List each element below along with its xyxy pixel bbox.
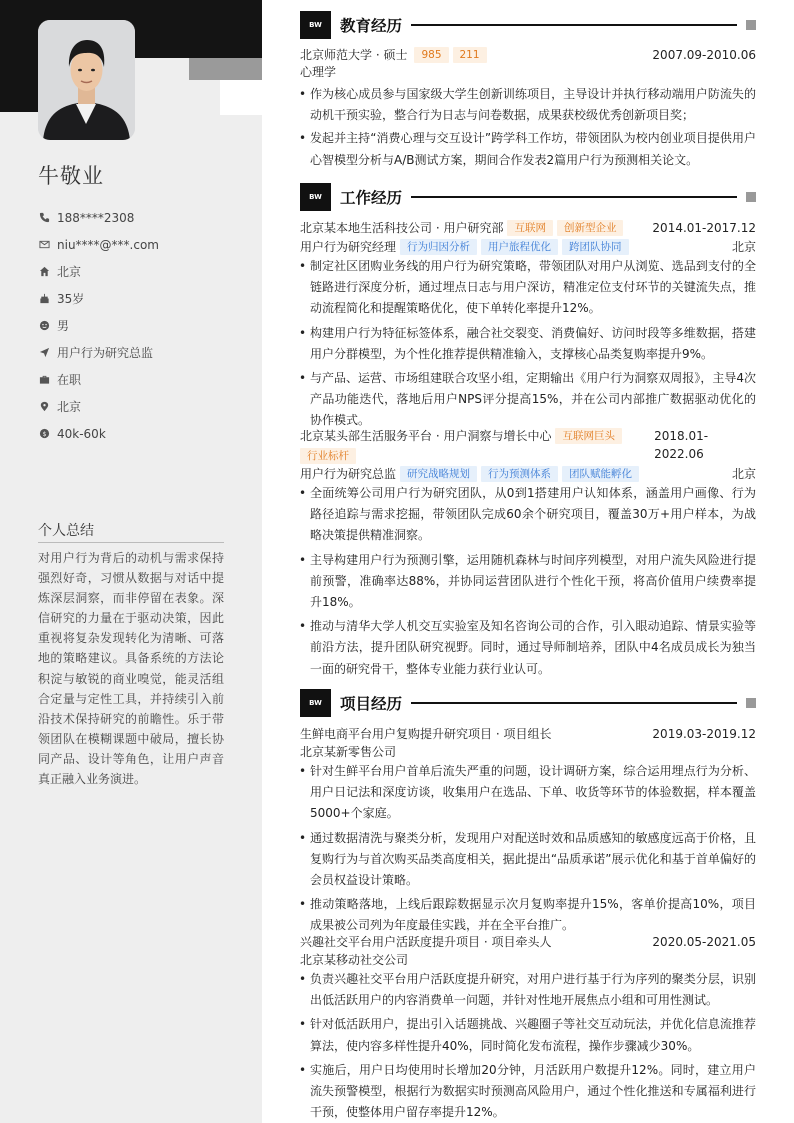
section-divider [411,24,737,26]
project-item-2 [300,933,756,1123]
project-date: 2019.03-2019.12 [652,727,756,741]
work-bullet: • 与产品、运营、市场组建联合攻坚小组，定期输出《用户行为洞察双周报》，主导4次产品功能迭代，落地后用户NPS评分提高15%，并在公司内部推广数据驱动优化的协作模式。 [300,368,756,432]
education-tag: 211 [453,47,487,63]
work-city: 北京 [731,240,756,254]
education-bullet: • 发起并主持“消费心理与交互设计”跨学科工作坊，带领团队为校内创业项目提供用户心智模型分析与A/B测试方案，期间合作发表2篇用户行为预测相关论文。 [300,128,756,170]
project-name: 兴趣社交平台用户活跃度提升项目 · 项目牵头人 [300,935,552,949]
briefcase-icon [38,374,50,386]
education-bullet: • 作为核心成员参与国家级大学生创新训练项目，主导设计并执行移动端用户防流失的动机干预实验，整合行为日志与问卷数据，成果获校级优秀创新项目奖； [300,84,756,126]
salary-row [38,420,159,447]
user-face-icon [38,320,50,332]
summary-title: 个人总结 [38,520,224,543]
education-block [300,46,756,171]
job-title: 用户行为研究经理 [300,240,397,254]
project-org: 北京某移动社交公司 [300,953,409,967]
skill-tag: 跨团队协同 [562,239,629,255]
position-text: 用户行为研究总监 [57,346,154,360]
project-bullet: • 负责兴趣社交平台用户活跃度提升研究，对用户进行基于行为序列的聚类分层，识别出低活跃用户的内容消费单一问题，并针对性地开展焦点小组和可用性测试。 [300,969,756,1011]
sidebar [0,0,262,1123]
project-bullet: • 针对低活跃用户，提出引入话题挑战、兴趣圈子等社交互动玩法，并优化信息流推荐算法，使内容多样性提升40%，同时简化发布流程，操作步骤减少30%。 [300,1014,756,1056]
summary-text: 对用户行为背后的动机与需求保持强烈好奇，习惯从数据与对话中提炼深层洞察，而非停留在表象。深信研究的力量在于驱动决策，因此重视将复杂发现转化为清晰、可落地的策略建议。具备系统的方法论积淀与敏锐的商业嗅觉，能灵活组合定量与定性工具，并持续引入前沿技术保持研究的前瞻性。乐于带领团队在模糊课题中破局，擅长协同产品、设计等角色，让用户声音真正融入业务演进。 [38,551,224,787]
education-major: 心理学 [300,65,337,79]
home-icon [38,266,50,278]
work-bullet: • 推动与清华大学人机交互实验室及知名咨询公司的合作，引入眼动追踪、情景实验等前沿方法，提升团队研究视野。同时，通过导师制培养，团队中4名成员成长为独当一面的研究骨干，整体专业能力获行业认可。 [300,616,756,680]
work-bullet: • 全面统筹公司用户行为研究团队，从0到1搭建用户认知体系，涵盖用户画像、行为路径追踪与需求挖掘，带领团队完成60余个研究项目，覆盖30万+用户样本，为战略决策提供精准洞察。 [300,483,756,547]
sidebar-gray-accent [189,58,262,80]
skill-tag: 研究战略规划 [400,466,477,482]
project-date: 2020.05-2021.05 [652,935,756,949]
section-logo: BW [300,11,331,39]
mail-icon [38,239,50,251]
skill-tag: 行为归因分析 [400,239,477,255]
age-row [38,285,159,312]
gender-row [38,312,159,339]
phone-row [38,204,159,231]
sidebar-dark-band-left [0,58,38,112]
work-date: 2018.01-2022.06 [654,429,709,461]
company-tag: 行业标杆 [300,448,356,464]
coin-icon [38,428,50,440]
skill-tag: 用户旅程优化 [481,239,558,255]
skill-tag: 团队赋能孵化 [562,466,639,482]
status-row [38,366,159,393]
cake-icon [38,293,50,305]
school-name: 北京师范大学 · 硕士 [300,48,408,62]
work-bullet: • 主导构建用户行为预测引擎，运用随机森林与时间序列模型，对用户流失风险进行提前预警，准确率达88%，并协同运营团队进行个性化干预，将高价值用户续费率提升18%。 [300,550,756,614]
avatar [38,20,135,140]
work-section-header [300,183,756,211]
age-text: 35岁 [57,292,85,306]
company-tag: 互联网巨头 [555,428,622,444]
sidebar-white-accent [220,80,262,115]
email-row [38,231,159,258]
section-divider [411,196,737,198]
project-section-header [300,689,756,717]
section-divider [411,702,737,704]
city-row [38,393,159,420]
project-title: 项目经历 [340,695,403,713]
project-org: 北京某新零售公司 [300,745,397,759]
company-name: 北京某头部生活服务平台 · 用户洞察与增长中心 [300,429,552,443]
skill-tag: 行为预测体系 [481,466,558,482]
project-bullet: • 针对生鲜平台用户首单后流失严重的问题，设计调研方案，综合运用埋点行为分析、用户日记法和深度访谈，收集用户在选品、下单、收货等环节的体验数据，样本覆盖5000+个家庭。 [300,761,756,825]
section-square-marker [746,698,756,708]
svg-text:$: $ [41,429,47,438]
salary-text: 40k-60k [57,426,106,441]
project-item-1 [300,725,756,937]
city-text: 北京 [57,400,82,414]
work-date: 2014.01-2017.12 [652,221,756,235]
education-section-header [300,11,756,39]
position-row [38,339,159,366]
education-date: 2007.09-2010.06 [652,48,756,62]
work-item-2 [300,427,756,680]
send-icon [38,347,50,359]
work-item-1 [300,219,756,432]
education-tag: 985 [414,47,448,63]
work-city: 北京 [731,467,756,481]
work-bullet: • 制定社区团购业务线的用户行为研究策略，带领团队对用户从浏览、选品到支付的全链路进行深度分析，通过埋点日志与用户深访，精准定位支付环节的关键流失点，推动流程简化和提醒策略优化，使下单转化率提升12%。 [300,256,756,320]
status-text: 在职 [57,373,82,387]
gender-text: 男 [57,319,70,333]
contact-info [38,204,159,447]
company-name: 北京某本地生活科技公司 · 用户研究部 [300,221,504,235]
project-bullet: • 通过数据清洗与聚类分析，发现用户对配送时效和品质感知的敏感度远高于价格，且复购行为与首次购买品类高度相关，据此提出“品质承诺”展示优化和基于首单偏好的会员权益设计策略。 [300,828,756,892]
company-tag: 创新型企业 [557,220,624,236]
education-title: 教育经历 [340,17,403,35]
project-name: 生鲜电商平台用户复购提升研究项目 · 项目组长 [300,727,552,741]
project-bullet: • 推动策略落地，上线后跟踪数据显示次月复购率提升15%，客单价提高10%，项目成果被公司列为年度最佳实践，并在全平台推广。 [300,894,756,936]
map-pin-icon [38,401,50,413]
work-bullet: • 构建用户行为特征标签体系，融合社交裂变、消费偏好、访问时段等多维数据，搭建用户分群模型，为个性化推荐提供精准输入，支撑核心品类复购率提升9%。 [300,323,756,365]
project-bullet: • 实施后，用户日均使用时长增加20分钟，月活跃用户数提升12%。同时，建立用户流失预警模型，根据行为数据实时预测高风险用户，通过个性化推送和专属福利进行干预，使整体用户留存率提升12%。 [300,1060,756,1123]
location-row [38,258,159,285]
location-text: 北京 [57,265,82,279]
phone-text: 188****2308 [57,210,135,225]
section-logo: BW [300,183,331,211]
company-tag: 互联网 [507,220,553,236]
job-title: 用户行为研究总监 [300,467,397,481]
work-title: 工作经历 [340,189,403,207]
email-text: niu****@***.com [57,237,159,252]
section-logo: BW [300,689,331,717]
candidate-name: 牛敬业 [38,164,104,188]
section-square-marker [746,192,756,202]
phone-icon [38,212,50,224]
section-square-marker [746,20,756,30]
